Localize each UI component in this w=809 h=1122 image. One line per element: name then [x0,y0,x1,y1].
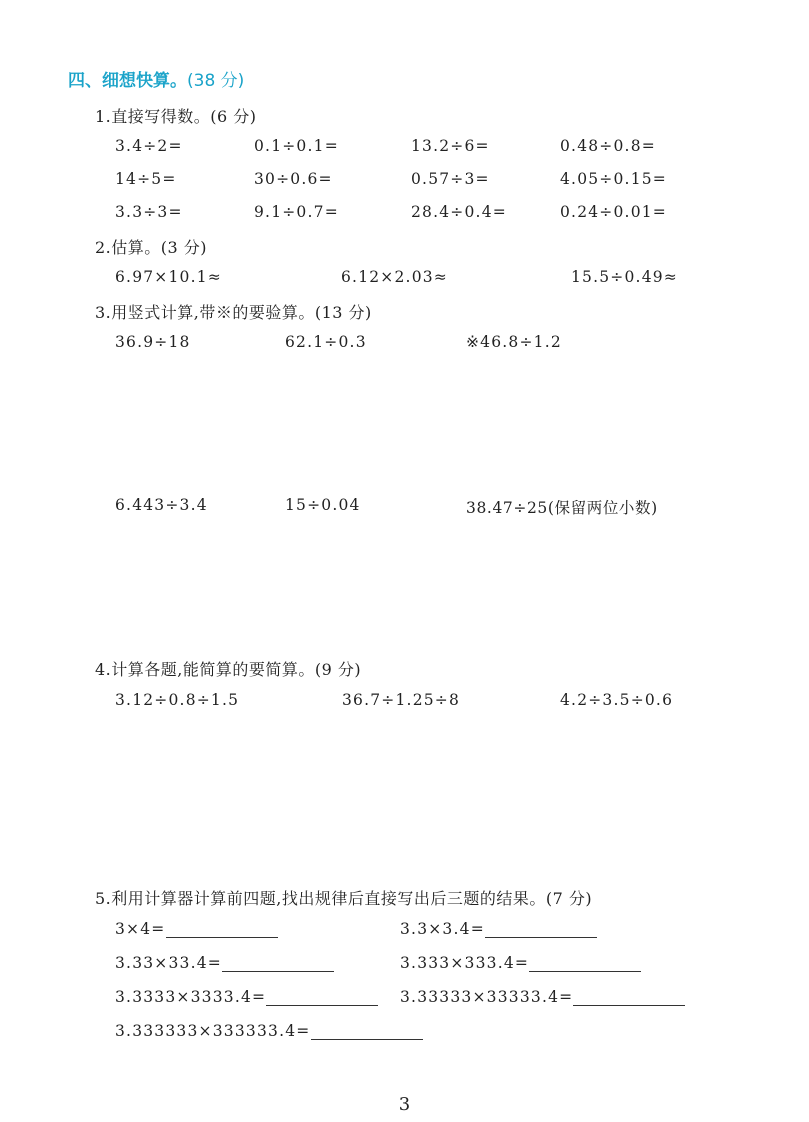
q3-expr: 15÷0.04 [285,496,361,514]
q1-expr: 30÷0.6= [254,170,333,188]
q3-expr: 6.443÷3.4 [115,496,208,514]
q5-expr: 3.3333×3333.4= [115,988,267,1006]
section-title [68,66,244,91]
answer-blank[interactable] [573,987,685,1006]
q3-expr: ※46.8÷1.2 [466,333,562,351]
q4-expr: 4.2÷3.5÷0.6 [560,691,674,709]
q5-item [400,919,597,938]
q4-title: 4.计算各题,能简算的要简算。(9 分) [95,660,362,679]
q3-expr: 38.47÷25(保留两位小数) [466,499,658,517]
answer-blank[interactable] [311,1021,423,1040]
q5-expr: 3.3×3.4= [400,920,485,938]
q1-expr: 28.4÷0.4= [411,203,507,221]
answer-blank[interactable] [485,919,597,938]
q4-expr: 3.12÷0.8÷1.5 [115,691,240,709]
q3-expr: 62.1÷0.3 [285,333,367,351]
q1-expr: 4.05÷0.15= [560,170,667,188]
q1-expr: 13.2÷6= [411,137,490,155]
q5-expr: 3.333×333.4= [400,954,530,972]
q5-expr: 3.333333×333333.4= [115,1022,311,1040]
q5-item [400,987,685,1006]
q2-title: 2.估算。(3 分) [95,238,208,257]
q5-expr: 3×4= [115,920,166,938]
answer-blank[interactable] [166,919,278,938]
q3-title: 3.用竖式计算,带※的要验算。(13 分) [95,303,372,322]
q1-expr: 3.3÷3= [115,203,183,221]
q5-item [115,953,334,972]
q5-item [115,987,378,1006]
q1-expr: 9.1÷0.7= [254,203,339,221]
q3-expr: 36.9÷18 [115,333,191,351]
page-number: 3 [398,1094,411,1115]
q1-expr: 3.4÷2= [115,137,183,155]
section-points: (38 分) [187,71,245,91]
q5-item [400,953,641,972]
q5-expr: 3.33333×33333.4= [400,988,574,1006]
q2-expr: 15.5÷0.49≈ [571,268,678,286]
q2-expr: 6.12×2.03≈ [341,268,448,286]
q1-expr: 0.48÷0.8= [560,137,656,155]
q5-title: 5.利用计算器计算前四题,找出规律后直接写出后三题的结果。(7 分) [95,889,593,908]
q1-expr: 0.57÷3= [411,170,490,188]
q1-expr: 0.24÷0.01= [560,203,667,221]
section-title-text: 四、细想快算。 [68,71,187,91]
q1-title: 1.直接写得数。(6 分) [95,107,257,126]
q5-item [115,1021,423,1040]
q1-expr: 14÷5= [115,170,177,188]
answer-blank[interactable] [222,953,334,972]
q5-expr: 3.33×33.4= [115,954,222,972]
answer-blank[interactable] [266,987,378,1006]
q2-expr: 6.97×10.1≈ [115,268,222,286]
q1-expr: 0.1÷0.1= [254,137,339,155]
answer-blank[interactable] [529,953,641,972]
q5-item [115,919,278,938]
q4-expr: 36.7÷1.25÷8 [342,691,461,709]
